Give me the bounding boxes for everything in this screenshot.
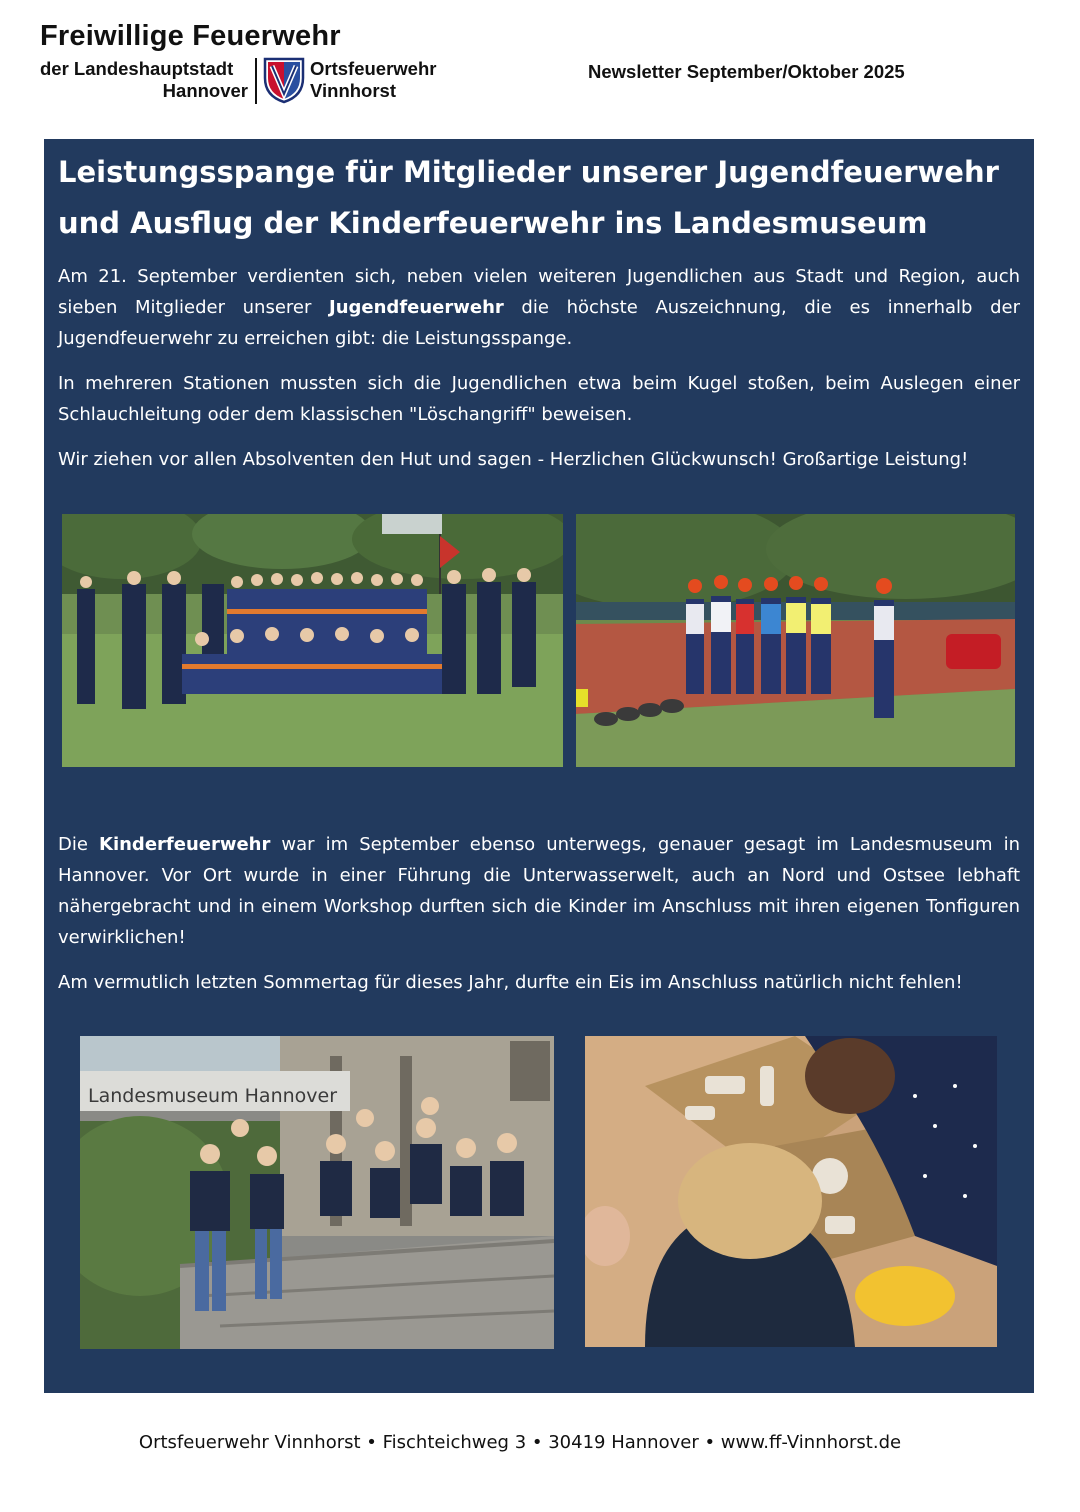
article-headline bbox=[58, 147, 1020, 249]
paragraph-ice-cream: Am vermutlich letzten Sommertag für dieses Jahr, durfte ein Eis im Anschluss natürlich nicht fehlen! bbox=[58, 972, 963, 993]
p4-text-end: war im September ebenso unterwegs, genauer gesagt im Landesmuseum in Hannover. Vor Ort wurde in einer Führung die Unterwasserwelt, auch an Nord und Ostsee lebhaft nähergebracht und in einem Workshop durften sich die Kinder im Anschluss mit ihren eigenen Tonfiguren verwirklichen! bbox=[58, 834, 1020, 948]
footer-address: Ortsfeuerwehr Vinnhorst • Fischteichweg 3 • 30419 Hannover • www.ff-Vinnhorst.de bbox=[138, 1432, 902, 1453]
org-right-line2: Vinnhorst bbox=[310, 80, 396, 101]
p4-bold-kinderfeuerwehr: Kinderfeuerwehr bbox=[99, 834, 271, 855]
org-left-line2: Hannover bbox=[162, 80, 248, 101]
photo-landesmuseum-group bbox=[80, 1036, 554, 1349]
org-name-right bbox=[310, 58, 436, 102]
org-left-line1: der Landeshauptstadt bbox=[40, 58, 234, 79]
header-divider bbox=[255, 58, 257, 104]
headline-line2: und Ausflug der Kinderfeuerwehr ins Landesmuseum bbox=[58, 206, 928, 240]
paragraph-kinderfeuerwehr bbox=[58, 829, 1020, 953]
photo-clay-workshop bbox=[585, 1036, 997, 1347]
p1-text-end: die höchste Auszeichnung, die es innerhalb der Jugendfeuerwehr zu erreichen gibt: die Leistungsspange. bbox=[58, 297, 1020, 349]
fire-brigade-crest-icon bbox=[262, 56, 306, 104]
article-panel bbox=[44, 139, 1034, 1393]
paragraph-leistungsspange bbox=[58, 261, 1020, 354]
p4-text-start: Die bbox=[58, 834, 99, 855]
p1-text-start: Am 21. September verdienten sich, neben vielen weiteren Jugendlichen aus Stadt und Region, auch sieben Mitglieder unserer bbox=[58, 266, 1020, 318]
newsletter-header bbox=[0, 0, 1080, 130]
paragraph-stations: In mehreren Stationen mussten sich die Jugendlichen etwa beim Kugel stoßen, beim Auslegen einer Schlauchleitung oder dem klassischen "Löschangriff" beweisen. bbox=[58, 373, 1020, 425]
org-name-left bbox=[40, 58, 248, 102]
museum-sign-text: Landesmuseum Hannover bbox=[88, 1085, 338, 1107]
headline-line1: Leistungsspange für Mitglieder unserer Jugendfeuerwehr bbox=[58, 155, 999, 189]
photo-track-station bbox=[576, 514, 1015, 767]
p1-bold-jugendfeuerwehr: Jugendfeuerwehr bbox=[329, 297, 504, 318]
org-title: Freiwillige Feuerwehr bbox=[40, 20, 341, 52]
org-right-line1: Ortsfeuerwehr bbox=[310, 58, 437, 79]
newsletter-issue: Newsletter September/Oktober 2025 bbox=[588, 61, 905, 82]
photo-group-jugendfeuerwehr bbox=[62, 514, 563, 767]
paragraph-congratulations: Wir ziehen vor allen Absolventen den Hut und sagen - Herzlichen Glückwunsch! Großartige Leistung! bbox=[58, 449, 969, 470]
